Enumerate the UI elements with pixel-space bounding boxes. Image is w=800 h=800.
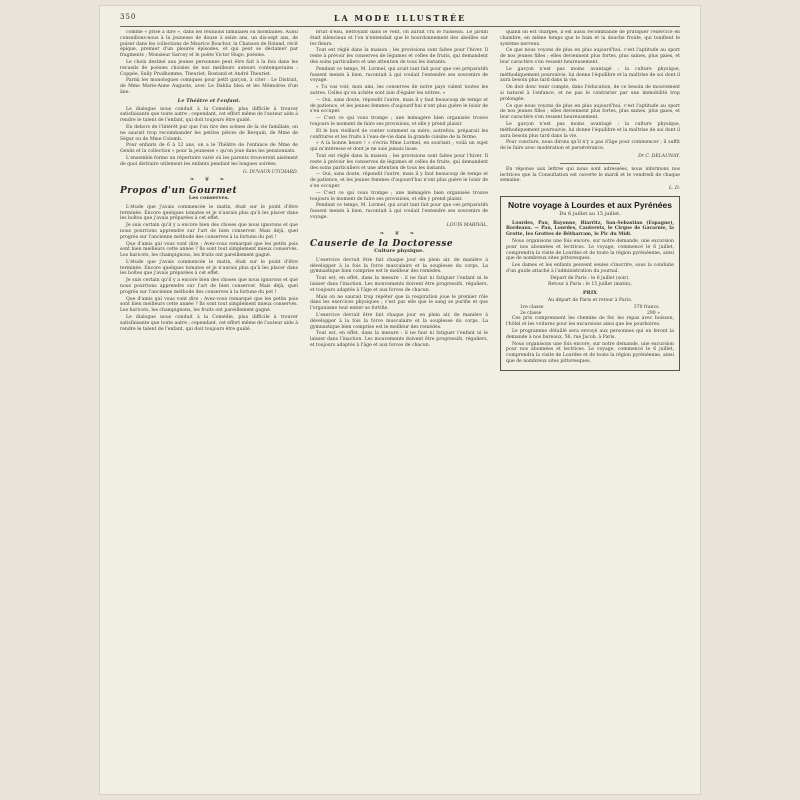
voyage-title: Notre voyage à Lourdes et aux Pyrénées <box>508 199 672 210</box>
return-line: Retour à Paris : le 15 juillet (matin). <box>548 282 632 288</box>
paragraph: « A la bonne heure ! » s'écria Mme Lormel, en souriant ; voilà un sujet qui m'intéresse et dont je ne suis jamais lasse. <box>310 141 488 153</box>
section-subtitle: Les conserves. <box>188 194 230 201</box>
departure-line: Départ de Paris : le 6 juillet (soir). <box>550 275 630 281</box>
paragraph: — C'est ce qui vous trompe ; une ménagère bien organisée trouve toujours le moment de faire ses provisions, et elle y prend plaisir. <box>310 116 488 127</box>
author-signature: G. DUVAUX-UTCHARD. <box>242 169 298 175</box>
paragraph: Le choix destiné aux jeunes personnes peut être fait à la fois dans les recueils de poésies choisies de nos meilleurs auteurs contemporains : Coppée, Sully Prudhomme, Theuriet, Rostand et André Theuriet. <box>120 59 298 77</box>
paragraph: L'étude que j'avais commencée le matin, était sur le point d'être terminée. Encore quelques tomates et je n'aurais plus qu'à les placer dans les boîtes que j'avais préparées à cet effet. <box>120 204 298 222</box>
paragraph: Je suis certain qu'il y a encore bien des choses que nous ignorons et que nous pourrions apprendre sur l'art de bien conserver. Mais déjà, quel progrès sur l'ancienne méthode des conserves à la fortune du pot ! <box>120 223 298 240</box>
price-value: 370 francs. <box>633 304 660 310</box>
paragraph: Le dialogue nous conduit à la Comédie, plus difficile à trouver satisfaisante que toute autre ; cependant, cet effort même de l'auteur aide à rendre le talent de l'enfant, qui doit toujours être guidé. <box>120 106 298 124</box>
paragraph: Mais on ne saurait trop répéter que la respiration joue le premier rôle dans les exercices physiques ; c'est par elle que le sang se purifie et que l'organisme tout entier se fortifie. <box>310 294 488 312</box>
paragraph: L'étude que j'avais commencée le matin, était sur le point d'être terminée. Encore quelques tomates et je n'aurais plus qu'à les placer dans les boîtes que j'avais préparées à cet effet. <box>120 259 298 277</box>
voyage-dates: Du 6 juillet au 15 juillet. <box>559 210 621 217</box>
newspaper-page <box>100 6 700 794</box>
paragraph: — C'est ce qui vous trompe ; une ménagère bien organisée trouve toujours le moment de faire ses provisions, et elle y prend plaisir. <box>310 190 488 202</box>
paragraph: — Oui, sans doute, répondit l'autre, mais il y faut beaucoup de temps et de patience, et les jeunes femmes d'aujourd'hui n'ont plus guère le loisir de s'en occuper. <box>310 172 488 189</box>
publication-title: LA MODE ILLUSTRÉE <box>333 13 467 23</box>
paragraph: Le dialogue nous conduit à la Comédie, plus difficile à trouver satisfaisante que toute autre ; cependant, cet effort même de l'auteur aide à rendre le talent de l'enfant, qui doit toujours être guidé. <box>120 315 298 332</box>
paragraph: On doit donc tenir compte, dans l'éducation, de ce besoin de mouvement si naturel à l'enfance, et ne pas le contrarier par une immobilité trop prolongée. <box>500 85 680 102</box>
paragraph: Tout est, en effet, dans la mesure : il ne faut ni fatiguer l'enfant ni le laisser dans l'inaction. Les mouvements doivent être progressifs, réguliers, et toujours adaptés à l'âge et aux forces de chacun. <box>310 276 488 293</box>
notice-signature: L. D. <box>669 186 680 192</box>
paragraph: Que d'amis qui vous vont dire : Avez-vous remarqué que les petits pois sont bien meilleurs cette année ? Ils sont tout simplement mieux conservés. Les haricots, les champignons, les fruits ont pareillement gagné. <box>120 296 298 314</box>
section-subtitle: Culture physique. <box>374 248 424 255</box>
section-title-propos: Propos d'un Gourmet <box>120 186 238 197</box>
paragraph: quand on est chargée, il est aussi recommandé de pratiquer l'exercice en chambre, en même temps que le bain et la douche froide, qui tonifient le système nerveux. <box>500 30 680 47</box>
notice-paragraph: En réponse aux lettres qui nous sont adressées, nous informons nos lectrices que la Consultation est ouverte le mardi et le vendredi de chaque semaine. <box>500 166 680 184</box>
paragraph: Pour conclure, nous dirons qu'il n'y a pas d'âge pour commencer ; il suffit de le faire avec modération et persévérance. <box>500 140 680 152</box>
author-signature: LOUIS MARIVAL. <box>446 222 488 228</box>
paragraph: Pour enfants de 6 à 12 ans, on a le Théâtre de l'enfance de Mme de Genlis et la collection « pour la jeunesse » qu'on joue dans les pensionnats. <box>120 143 298 155</box>
paragraph: Ce que nous voyons de plus en plus aujourd'hui, c'est l'aptitude au sport de nos jeunes filles ; elles deviennent plus fortes, plus saines, plus gaies, et leur caractère s'en ressent heureusement. <box>500 48 680 65</box>
paragraph: Les dames et les enfants peuvent seules s'inscrire, sous la conduite d'un guide attaché à l'administration du journal. <box>506 263 674 274</box>
paragraph: Que d'amis qui vous vont dire : Avez-vous remarqué que les petits pois sont bien meilleurs cette année ? Ils sont tout simplement mieux conservés. Les haricots, les champignons, les fruits ont pareillement gagné. <box>120 241 298 259</box>
paragraph: En dehors de l'intérêt pur que l'on tire des scènes de la vie familiale, on ne saurait trop recommander les petites pièces de Berquin, de Mme de Ségur ou de Mme Colomb. <box>120 124 298 142</box>
ornament-divider: ❧ ❦ ❧ <box>379 229 419 237</box>
paragraph: Le garçon n'est pas moins avantagé : la culture physique, méthodiquement poursuivie, lui donne l'équilibre et la maîtrise de soi dont il aura besoin plus tard dans la vie. <box>500 121 680 139</box>
voyage-route: Lourdes, Pau, Bayonne, Biarritz, San-Sebastian (Espagne), Bordeaux. — Pau, Lourdes, Cauterets, le Cirque de Gavarnie, la Grotte, les Grottes de Bétharram, le Pic du Midi. <box>506 220 674 238</box>
price-class-label: 2e classe <box>520 310 542 316</box>
paragraph: Tout est réglé dans la maison ; les provisions sont faites pour l'hiver. Il reste à prévoir les conserves de légumes et celles de fruits, qui demandent des soins particuliers et une attention de tous les instants. <box>310 48 488 65</box>
paragraph: Tout est réglé dans la maison ; les provisions sont faites pour l'hiver. Il reste à prévoir les conserves de légumes et celles de fruits, qui demandent des soins particuliers et une attention de tous les instants. <box>310 153 488 171</box>
column-2 <box>310 30 488 780</box>
paragraph: Ces prix comprennent les chemins de fer, les repas avec boisson, l'hôtel et les voitures pour les excursions ainsi que les pourboires. <box>506 316 674 328</box>
paragraph: Et le bon vieillard de conter comment sa mère, autrefois, préparait les confitures et les fruits à l'eau-de-vie dans la grande cuisine de la ferme. <box>310 128 488 140</box>
paragraph: Ce que nous voyons de plus en plus aujourd'hui, c'est l'aptitude au sport de nos jeunes filles ; elles deviennent plus fortes, plus saines, plus gaies, et leur caractère s'en ressent heureusement. <box>500 103 680 121</box>
paragraph: Tout est, en effet, dans la mesure : il ne faut ni fatiguer l'enfant ni le laisser dans l'inaction. Les mouvements doivent être progressifs, réguliers, et toujours adaptés à l'âge et aux forces de chacun. <box>310 331 488 349</box>
paragraph: bruit d'eau, nettoyant dans le vent, on aurait cru le ruisseau. Le jardin était silencieux et l'on n'entendait que le bourdonnement des abeilles sur les fleurs. <box>310 30 488 47</box>
ornament-divider: ❧ ❦ ❧ <box>189 176 229 184</box>
page-number: 350 <box>120 13 137 21</box>
paragraph: Je suis certain qu'il y a encore bien des choses que nous ignorons et que nous pourrions apprendre sur l'art de bien conserver. Mais déjà, quel progrès sur l'ancienne méthode des conserves à la fortune du pot ! <box>120 278 298 295</box>
column-1 <box>120 30 298 780</box>
price-class-label: 1re classe <box>520 304 544 310</box>
paragraph: Pendant ce temps, M. Lormel, qui avait tant fait pour que ces préparatifs fussent menés à bien, racontait à qui voulait l'entendre ses souvenirs de voyage. <box>310 203 488 220</box>
column-3 <box>500 30 680 780</box>
paragraph: Nous organisons une fois encore, sur notre demande, une excursion pour nos abonnées et lectrices. Le voyage, commencé le 6 juillet, comprendra la visite de Lourdes et de toute la région pyrénéenne, ainsi que de nombreux sites pittoresques. <box>506 238 674 262</box>
paragraph: Pendant ce temps, M. Lormel, qui avait tant fait pour que ces préparatifs fussent menés à bien, racontait à qui voulait l'entendre ses souvenirs de voyage. <box>310 66 488 84</box>
divider <box>560 163 620 164</box>
paragraph: L'exercice devrait être fait chaque jour en plein air, de manière à développer à la fois la force musculaire et la souplesse du corps. La gymnastique bien comprise est le meilleur des remèdes. <box>310 257 488 275</box>
paragraph: « Tu vas voir, mon ami, les conserves de notre pays valent toutes les autres. Celles qu'on achète sont loin d'égaler les nôtres. » <box>310 85 488 96</box>
section-subheading: Le Théâtre et l'enfant. <box>177 97 241 104</box>
price-heading: PRIX <box>582 290 598 297</box>
paragraph: Le programme détaillé sera envoyé aux personnes qui en feront la demande à nos bureaux, 56, rue Jacob, à Paris. <box>506 329 674 340</box>
voyage-announcement-box <box>500 196 680 371</box>
paragraph: L'ensemble forme un répertoire varié où les parents trouveront aisément de quoi distraire utilement les enfants pendant les longues soirées. <box>120 155 298 167</box>
paragraph: comme « prise à dire », dans les réunions familiales ou mondaines. Aussi conseillons-nous à la jeunesse de douze à seize ans, un dix-sept ans, de puiser dans les collections de Maurice Bouchor, la Chanson de Roland, récit épique, premier d'un pleurés épisodes, et qui peut se déclamer par fragments ; Monsieur Sarcey et le poète Victor Hugo, poésies. <box>120 30 298 59</box>
author-signature: Dr C. DELAUNAY. <box>638 153 680 159</box>
paragraph: Nous organisons une fois encore, sur notre demande, une excursion pour nos abonnées et lectrices. Le voyage, commencé le 6 juillet, comprendra la visite de Lourdes et de toute la région pyrénéenne, ainsi que de nombreux sites pittoresques. <box>506 341 674 365</box>
header-rule <box>120 26 680 27</box>
price-value: 290 » <box>646 310 660 316</box>
paragraph: L'exercice devrait être fait chaque jour en plein air, de manière à développer à la fois la force musculaire et la souplesse du corps. La gymnastique bien comprise est le meilleur des remèdes. <box>310 313 488 330</box>
price-subheading: Au départ de Paris et retour à Paris. <box>547 298 633 304</box>
paragraph: Parmi les monologues comiques pour petit garçon, à citer : Le Distrait, de Mme Marie-Anne Auguste, avec Le Dahlia bleu et les Mémoires d'un âne. <box>120 78 298 95</box>
section-title-causerie: Causerie de la Doctoresse <box>310 239 454 250</box>
paragraph: — Oui, sans doute, répondit l'autre, mais il y faut beaucoup de temps et de patience, et les jeunes femmes d'aujourd'hui n'ont plus guère le loisir de s'en occuper. <box>310 97 488 115</box>
paragraph: Le garçon n'est pas moins avantagé : la culture physique, méthodiquement poursuivie, lui donne l'équilibre et la maîtrise de soi dont il aura besoin plus tard dans la vie. <box>500 66 680 84</box>
